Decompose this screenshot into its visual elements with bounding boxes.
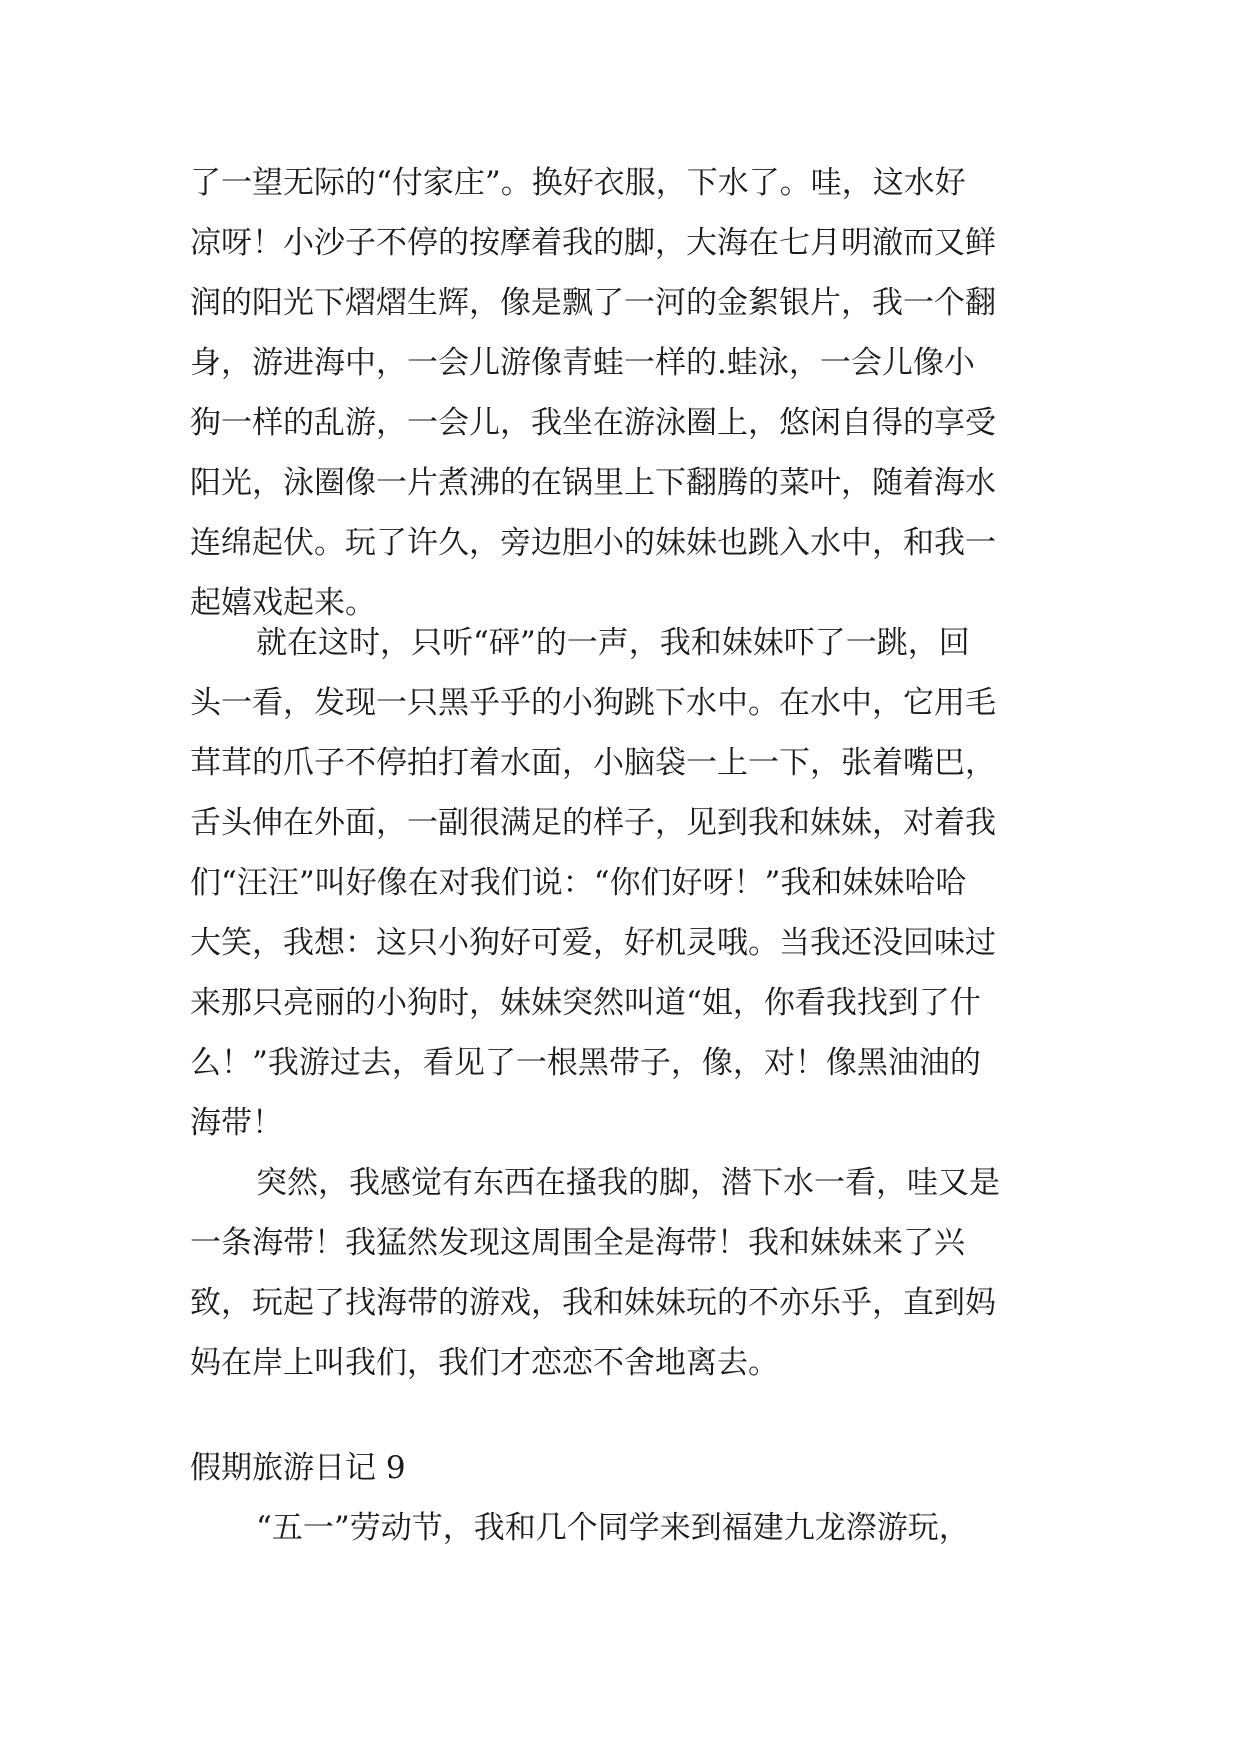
- text-line: 茸茸的爪子不停拍打着水面，小脑袋一上一下，张着嘴巴，: [190, 745, 996, 781]
- section-heading: 假期旅游日记 9: [190, 1450, 406, 1486]
- text-line: 一条海带！我猛然发现这周围全是海带！我和妹妹来了兴: [190, 1225, 965, 1261]
- text-line: 海带！: [190, 1105, 283, 1141]
- paragraph-1: [190, 153, 1070, 633]
- text-line: 舌头伸在外面，一副很满足的样子，见到我和妹妹，对着我: [190, 805, 996, 841]
- text-line: 来那只亮丽的小狗时，妹妹突然叫道“姐，你看我找到了什: [190, 985, 981, 1021]
- text-line: 大笑，我想：这只小狗好可爱，好机灵哦。当我还没回味过: [190, 925, 996, 961]
- paragraph-4: [190, 1498, 1070, 1558]
- text-line: 了一望无际的“付家庄”。换好衣服，下水了。哇，这水好: [190, 165, 966, 201]
- text-line: 润的阳光下熠熠生辉，像是飘了一河的金絮银片，我一个翻: [190, 285, 996, 321]
- text-line: 致，玩起了找海带的游戏，我和妹妹玩的不亦乐乎，直到妈: [190, 1285, 996, 1321]
- text-line: 就在这时，只听“砰”的一声，我和妹妹吓了一跳，回: [256, 625, 970, 661]
- text-line: 狗一样的乱游，一会儿，我坐在游泳圈上，悠闲自得的享受: [190, 405, 996, 441]
- text-line: 身，游进海中，一会儿游像青蛙一样的.蛙泳，一会儿像小: [190, 345, 975, 381]
- text-line: 头一看，发现一只黑乎乎的小狗跳下水中。在水中，它用毛: [190, 685, 996, 721]
- text-line: 妈在岸上叫我们，我们才恋恋不舍地离去。: [190, 1345, 779, 1381]
- paragraph-3: [190, 1153, 1070, 1393]
- text-line: “五一”劳动节，我和几个同学来到福建九龙漈游玩，: [256, 1510, 970, 1546]
- text-line: 么！”我游过去，看见了一根黑带子，像，对！像黑油油的: [190, 1045, 981, 1081]
- text-line: 们“汪汪”叫好像在对我们说：“你们好呀！”我和妹妹哈哈: [190, 865, 967, 901]
- text-line: 起嬉戏起来。: [190, 585, 376, 621]
- paragraph-2: [190, 613, 1070, 1153]
- text-line: 突然，我感觉有东西在搔我的脚，潜下水一看，哇又是: [256, 1165, 1000, 1201]
- text-line: 凉呀！小沙子不停的按摩着我的脚，大海在七月明澈而又鲜: [190, 225, 996, 261]
- text-line: 阳光，泳圈像一片煮沸的在锅里上下翻腾的菜叶，随着海水: [190, 465, 996, 501]
- text-line: 连绵起伏。玩了许久，旁边胆小的妹妹也跳入水中，和我一: [190, 525, 996, 561]
